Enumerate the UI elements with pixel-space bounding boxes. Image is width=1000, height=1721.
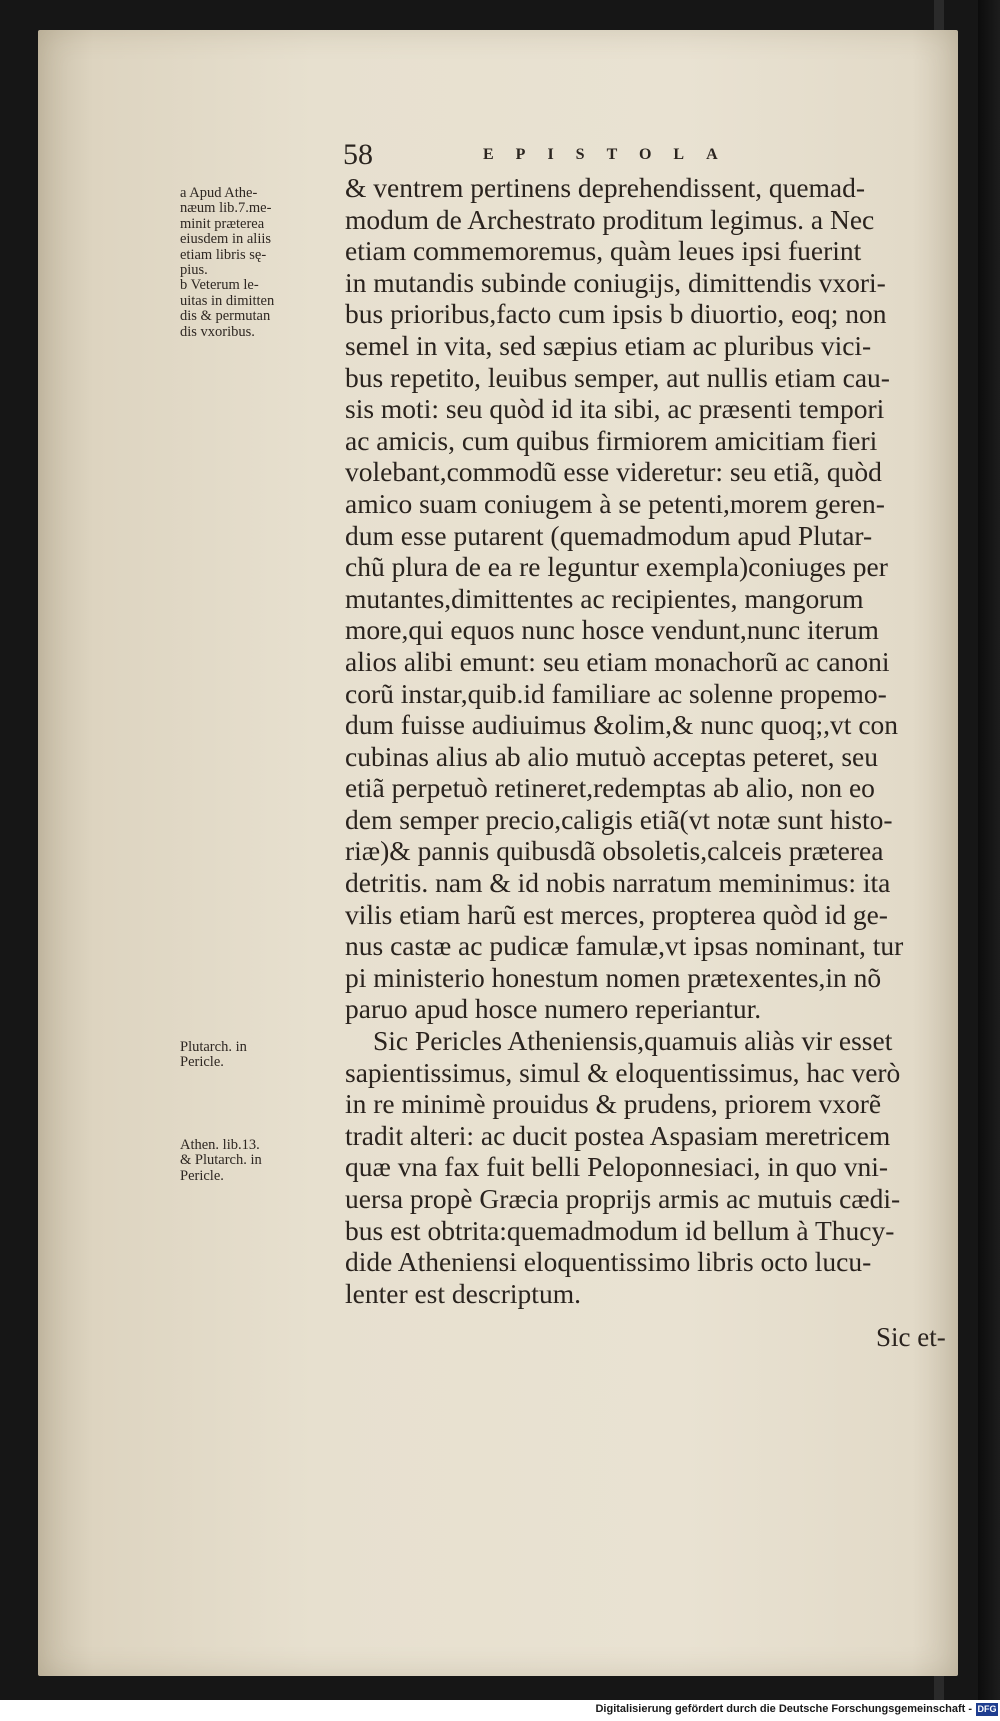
text-line: dum esse putarent (quemadmodum apud Plutar- [345,519,873,551]
marginal-line: Plutarch. in [180,1039,247,1055]
running-title: EPISTOLA [483,146,740,163]
text-line: bus prioribus,facto cum ipsis b diuortio, eoq; non [345,298,887,330]
text-line: sapientissimus, simul & eloquentissimus, hac verò [345,1056,901,1088]
text-line: dum fuisse audiuimus &olim,& nunc quoq;,vt con [345,709,899,741]
text-line: modum de Archestrato proditum legimus. a Nec [345,203,875,235]
text-line: uersa propè Græcia proprijs armis ac mutuis cædi- [345,1183,901,1214]
text-line: more,qui equos nunc hosce vendunt,nunc iterum [345,614,879,646]
text-line: etiam commemoremus, quàm leues ipsi fuerint [345,235,862,267]
text-line: volebant,commodũ esse videretur: seu etiã, quòd [345,456,882,488]
marginal-line: dis & permutan [180,308,271,325]
paragraph-start-line: Sic Pericles Atheniensis,quamuis aliàs vir esset [373,1025,893,1057]
marginal-line: etiam libris sę- [180,246,267,263]
text-line: sis moti: seu quòd id ita sibi, ac præsenti tempori [345,393,885,425]
marginal-line: pius. [180,262,208,279]
text-line: paruo apud hosce numero reperiantur. [345,993,762,1025]
text-line: bus repetito, leuibus semper, aut nullis etiam cau- [345,361,890,393]
text-line: in mutandis subinde coniugijs, dimittendis vxori- [345,266,886,298]
marginal-line: minit præterea [180,215,265,232]
marginal-note-plutarch [180,1040,332,1071]
marginal-line: dis vxoribus. [180,323,255,340]
text-line: semel in vita, sed sæpius etiam ac pluribus vici- [345,329,872,361]
text-line: nus castæ ac pudicæ famulæ,vt ipsas nominant, tur [345,930,904,962]
text-line: in re minimè prouidus & prudens, priorem vxorẽ [345,1088,882,1120]
text-line: vilis etiam harũ est merces, propterea quòd id ge- [345,898,888,930]
text-line: corũ instar,quib.id familiare ac solenne propemo- [345,677,887,709]
marginal-line: a Apud Athe- [180,185,258,201]
text-line: mutantes,dimittentes ac recipientes, mangorum [345,582,864,614]
dfg-logo: DFG [977,1704,997,1714]
marginal-line: & Plutarch. in [180,1152,262,1169]
text-line: pi ministerio honestum nomen prætexentes,in nõ [345,961,882,993]
marginal-line: eiusdem in aliis [180,231,272,248]
marginal-line: Pericle. [180,1167,224,1184]
text-line: lenter est descriptum. [345,1277,581,1309]
text-line: amico suam coniugem à se petenti,morem geren- [345,487,885,519]
catchword: Sic et- [876,1322,946,1352]
text-line: etiã perpetuò retineret,redemptas ab alio, non eo [345,772,875,804]
main-text-block [345,172,955,1309]
marginal-note-athenaeus [180,1138,332,1184]
marginal-note-a-b [180,186,332,340]
text-line: alios alibi emunt: seu etiam monachorũ ac canoni [345,645,890,677]
digitization-footer [0,1700,1000,1721]
marginal-line: uitas in dimitten [180,292,275,309]
text-line: dide Atheniensi eloquentissimo libris octo lucu- [345,1246,872,1278]
marginal-line: Athen. lib.13. [180,1137,260,1153]
text-line: cubinas alius ab alio mutuò acceptas peteret, seu [345,740,879,772]
text-line: detritis. nam & id nobis narratum meminimus: ita [345,867,891,899]
funding-credit: Digitalisierung gefördert durch die Deutsche Forschungsgemeinschaft - [595,1703,972,1715]
text-line: chũ plura de ea re leguntur exempla)coniuges per [345,551,888,583]
page-number: 58 [343,138,373,171]
text-line: quæ vna fax fuit belli Peloponnesiaci, in quo vni- [345,1151,889,1183]
marginal-line: Pericle. [180,1054,224,1071]
marginal-line: b Veterum le- [180,277,259,294]
text-line: tradit alteri: ac ducit postea Aspasiam meretricem [345,1119,891,1151]
text-line: bus est obtrita:quemadmodum id bellum à Thucy- [345,1214,895,1246]
marginal-line: næum lib.7.me- [180,200,272,217]
text-line: riæ)& pannis quibusdã obsoletis,calceis præterea [345,835,884,867]
text-line: ac amicis, cum quibus firmiorem amicitiam fieri [345,424,878,456]
book-edge [978,0,1000,1700]
text-line: dem semper precio,caligis etiã(vt notæ sunt histo- [345,803,893,835]
text-line: & ventrem pertinens deprehendissent, quemad- [345,172,866,203]
